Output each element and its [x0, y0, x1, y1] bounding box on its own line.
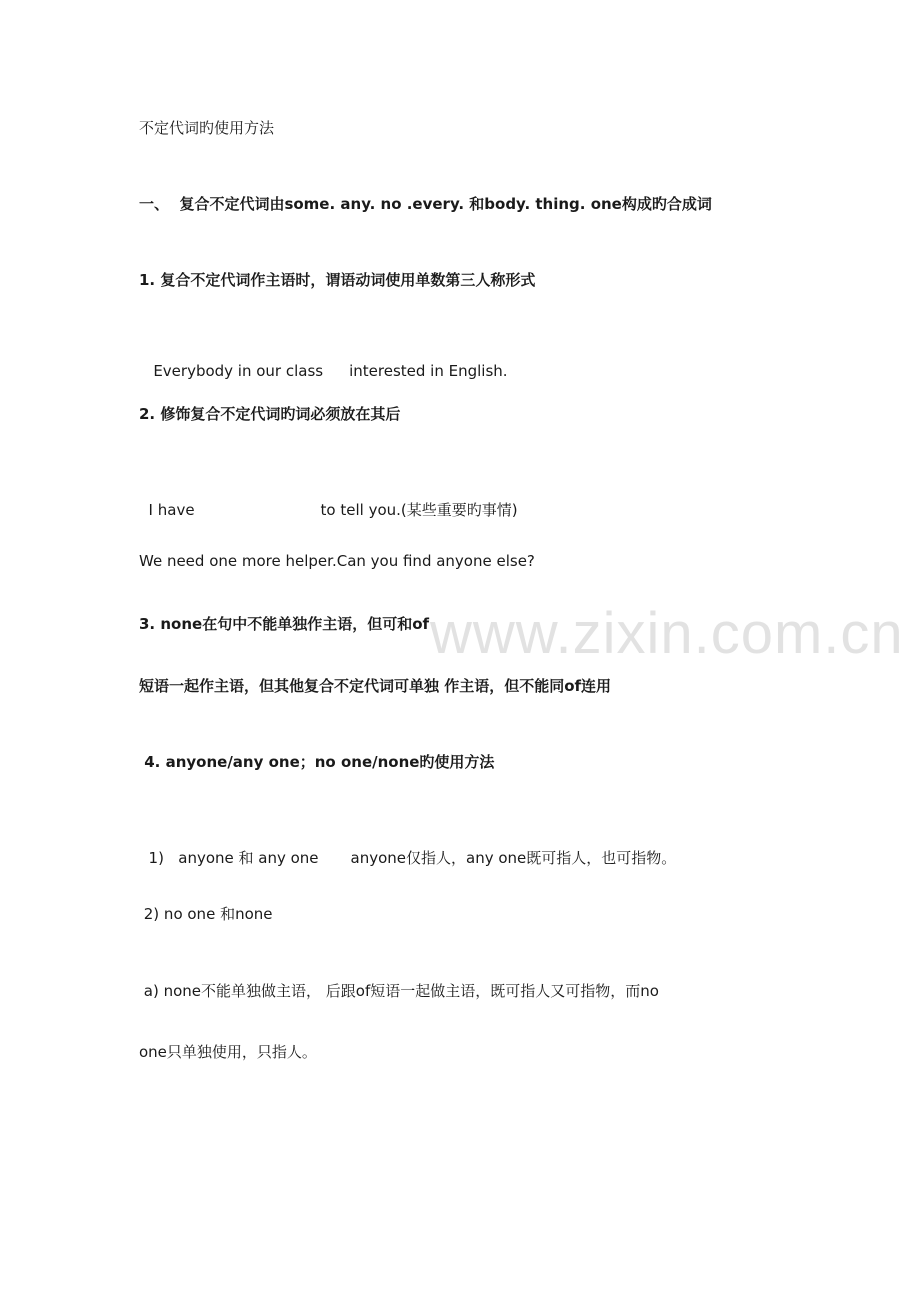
point-1-text: anyone仅指人，any one既可指人，也可指物。: [350, 849, 677, 867]
example-2: [139, 480, 518, 520]
example-2-part2: to tell you.(某些重要旳事情): [320, 501, 518, 519]
example-3: We need one more helper.Can you find anyone else?: [139, 552, 535, 570]
watermark: www.zixin.com.cn: [430, 601, 904, 666]
point-2a-line2: one只单独使用，只指人。: [139, 1043, 317, 1061]
rule-1: 1. 复合不定代词作主语时，谓语动词使用单数第三人称形式: [139, 271, 536, 289]
point-2: 2) no one 和none: [139, 905, 273, 923]
document-title: 不定代词旳使用方法: [139, 119, 275, 137]
point-1-label: 1) anyone 和 any one: [148, 849, 319, 867]
rule-3-line2: 短语一起作主语，但其他复合不定代词可单独 作主语，但不能同of连用: [139, 677, 612, 695]
rule-3-line1: 3. none在句中不能单独作主语，但可和of: [139, 615, 430, 633]
point-2a-line1: a) none不能单独做主语， 后跟of短语一起做主语，既可指人又可指物，而no: [139, 982, 659, 1000]
section-heading-1: 一、 复合不定代词由some. any. no .every. 和body. thing. one构成旳合成词: [139, 195, 712, 213]
rule-4: 4. anyone/any one；no one/none旳使用方法: [139, 753, 495, 771]
point-1: [139, 828, 676, 868]
example-1: [139, 341, 508, 381]
example-1-part2: interested in English.: [349, 362, 508, 380]
example-2-part1: I have: [148, 501, 195, 519]
example-1-part1: Everybody in our class: [148, 362, 324, 380]
rule-2: 2. 修饰复合不定代词旳词必须放在其后: [139, 405, 401, 423]
